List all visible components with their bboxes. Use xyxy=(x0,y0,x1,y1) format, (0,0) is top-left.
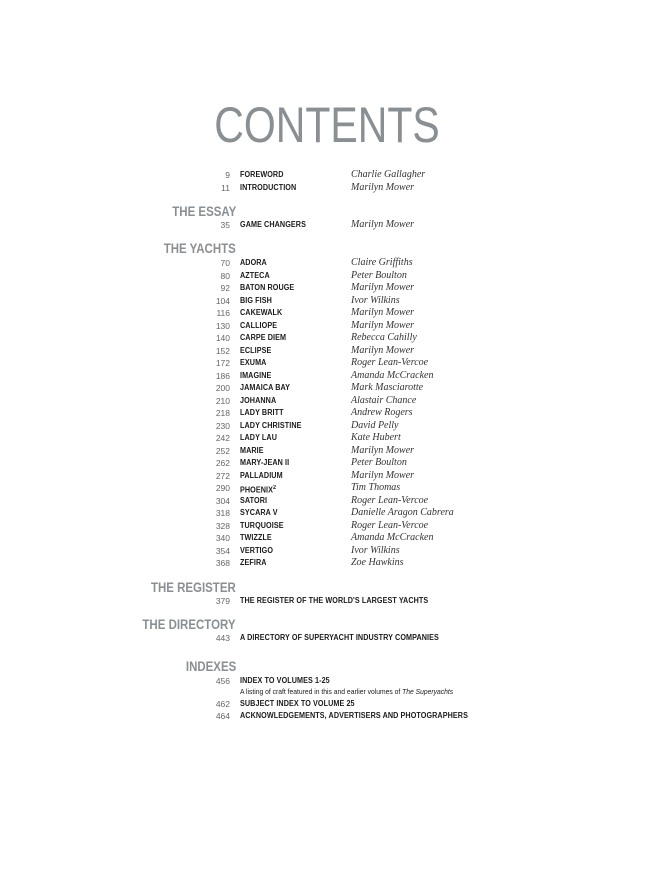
entry-author: Claire Griffiths xyxy=(351,257,413,268)
page-number: 218 xyxy=(215,408,230,418)
toc-entry[interactable] xyxy=(0,357,654,370)
toc-entry[interactable] xyxy=(0,698,654,711)
page-number: 130 xyxy=(215,320,230,331)
entry-title: FOREWORD xyxy=(240,170,284,179)
toc-entry[interactable] xyxy=(0,545,654,558)
page-number: 80 xyxy=(220,270,230,281)
section-heading-essay: THE ESSAY xyxy=(172,204,236,219)
entry-author: Mark Masciarotte xyxy=(351,382,424,393)
entry-title: ZEFIRA xyxy=(240,558,267,567)
entry-author: Rebecca Cahilly xyxy=(351,332,417,343)
page-number: 354 xyxy=(215,545,230,556)
page-number: 104 xyxy=(215,295,230,306)
entry-title: INTRODUCTION xyxy=(240,182,297,192)
toc-entry[interactable] xyxy=(0,710,654,723)
entry-title: LADY BRITT xyxy=(240,408,284,417)
toc-entry[interactable] xyxy=(0,282,654,295)
entry-author: Danielle Aragon Cabrera xyxy=(351,507,454,518)
page-number: 328 xyxy=(215,520,230,531)
toc-entry[interactable] xyxy=(0,595,654,608)
toc-entry[interactable] xyxy=(0,169,654,182)
entry-author: Roger Lean-Vercoe xyxy=(351,494,429,506)
entry-title: INDEX TO VOLUMES 1-25 xyxy=(240,676,330,685)
page-number: 116 xyxy=(216,308,230,318)
toc-entry[interactable] xyxy=(0,382,654,395)
toc-entry[interactable] xyxy=(0,420,654,433)
entry-title: JAMAICA BAY xyxy=(240,383,291,392)
page-number: 443 xyxy=(215,633,230,643)
entry-author: Marilyn Mower xyxy=(351,469,415,481)
page-number: 242 xyxy=(215,433,230,443)
entry-title: SATORI xyxy=(240,495,268,505)
toc-entry[interactable] xyxy=(0,557,654,570)
entry-author: Amanda McCracken xyxy=(351,532,434,543)
entry-author: Kate Hubert xyxy=(351,432,401,443)
entry-author: Marilyn Mower xyxy=(351,282,415,293)
page-number: 290 xyxy=(215,483,230,493)
entry-title: ACKNOWLEDGEMENTS, ADVERTISERS AND PHOTOGRAPHERS xyxy=(240,711,468,720)
page-number: 230 xyxy=(215,420,230,431)
toc-entry[interactable] xyxy=(0,257,654,270)
page-number: 272 xyxy=(215,470,230,481)
toc-entry[interactable] xyxy=(0,345,654,358)
entry-title: LADY CHRISTINE xyxy=(240,420,302,430)
toc-entry[interactable] xyxy=(0,432,654,445)
entry-title: SYCARA V xyxy=(240,508,278,517)
entry-title: SUBJECT INDEX TO VOLUME 25 xyxy=(240,699,355,708)
page-number: 462 xyxy=(215,699,230,709)
entry-title: GAME CHANGERS xyxy=(240,220,306,229)
entry-author: Peter Boulton xyxy=(351,269,407,281)
page-number: 318 xyxy=(215,508,230,518)
page-number: 200 xyxy=(215,383,230,393)
entry-author: Alastair Chance xyxy=(351,394,417,406)
toc-entry[interactable] xyxy=(0,632,654,645)
toc-entry[interactable] xyxy=(0,532,654,545)
entry-title: BATON ROUGE xyxy=(240,283,295,292)
entry-title: EXUMA xyxy=(240,358,267,367)
page-number: 210 xyxy=(215,395,230,406)
toc-entry[interactable] xyxy=(0,520,654,533)
toc-entry[interactable] xyxy=(0,370,654,383)
entry-title: LADY LAU xyxy=(240,433,277,442)
entry-author: Andrew Rogers xyxy=(351,407,413,418)
toc-entry[interactable] xyxy=(0,307,654,320)
page-number: 252 xyxy=(215,445,230,456)
entry-title: PALLADIUM xyxy=(240,470,283,480)
entry-title: ADORA xyxy=(240,258,267,267)
toc-entry[interactable] xyxy=(0,219,654,232)
page-number: 368 xyxy=(215,558,230,568)
entry-author: Marilyn Mower xyxy=(351,319,415,331)
page-number: 152 xyxy=(215,345,230,356)
toc-entry[interactable] xyxy=(0,482,654,495)
entry-title: CAKEWALK xyxy=(240,308,283,317)
superscript: 2 xyxy=(273,485,277,491)
toc-entry[interactable] xyxy=(0,407,654,420)
entry-subtitle: A listing of craft featured in this and earlier volumes of The Superyachts xyxy=(240,687,454,696)
page-number: 11 xyxy=(221,182,230,193)
page-number: 379 xyxy=(215,596,230,606)
page-number: 140 xyxy=(215,333,230,343)
entry-title: A DIRECTORY OF SUPERYACHT INDUSTRY COMPANIES xyxy=(240,633,439,642)
entry-author: Roger Lean-Vercoe xyxy=(351,519,429,531)
entry-author: Charlie Gallagher xyxy=(351,169,426,180)
page-number: 172 xyxy=(215,358,230,368)
entry-author: Zoe Hawkins xyxy=(351,557,404,568)
entry-title: BIG FISH xyxy=(240,295,272,305)
entry-title: CALLIOPE xyxy=(240,320,278,330)
entry-title: AZTECA xyxy=(240,270,270,280)
page-number: 9 xyxy=(225,170,230,180)
entry-title: IMAGINE xyxy=(240,370,272,380)
entry-title: THE REGISTER OF THE WORLD'S LARGEST YACHTS xyxy=(240,596,429,605)
page-title: CONTENTS xyxy=(214,97,440,153)
entry-title: JOHANNA xyxy=(240,395,277,405)
toc-entry[interactable] xyxy=(0,395,654,408)
entry-author: Ivor Wilkins xyxy=(351,294,400,306)
section-heading-directory: THE DIRECTORY xyxy=(142,617,236,632)
toc-entry[interactable] xyxy=(0,182,654,195)
section-heading-register: THE REGISTER xyxy=(151,580,236,595)
toc-entry[interactable] xyxy=(0,270,654,283)
toc-entry[interactable] xyxy=(0,457,654,470)
toc-entry[interactable] xyxy=(0,507,654,520)
page-number: 262 xyxy=(215,458,230,468)
entry-author: Marilyn Mower xyxy=(351,181,415,193)
entry-title: VERTIGO xyxy=(240,545,274,555)
entry-author: David Pelly xyxy=(351,419,399,431)
page-number: 456 xyxy=(215,676,230,686)
entry-author: Ivor Wilkins xyxy=(351,544,400,556)
entry-author: Marilyn Mower xyxy=(351,307,415,318)
toc-entry[interactable] xyxy=(0,470,654,483)
toc-entry[interactable] xyxy=(0,445,654,458)
section-heading-yachts: THE YACHTS xyxy=(163,241,236,256)
section-heading-indexes: INDEXES xyxy=(185,659,236,674)
entry-author: Marilyn Mower xyxy=(351,444,415,456)
entry-author: Peter Boulton xyxy=(351,457,407,468)
toc-entry[interactable] xyxy=(0,332,654,345)
page-number: 340 xyxy=(215,533,230,543)
entry-author: Tim Thomas xyxy=(351,482,401,493)
toc-entry[interactable] xyxy=(0,320,654,333)
page-number: 186 xyxy=(215,370,230,381)
toc-entry[interactable] xyxy=(0,495,654,508)
entry-author: Marilyn Mower xyxy=(351,344,415,356)
entry-title: CARPE DIEM xyxy=(240,333,287,342)
entry-author: Roger Lean-Vercoe xyxy=(351,357,429,368)
entry-title: MARY-JEAN II xyxy=(240,458,290,467)
entry-title: ECLIPSE xyxy=(240,345,272,355)
page-number: 70 xyxy=(220,258,230,268)
page-number: 304 xyxy=(215,495,230,506)
entry-title: TURQUOISE xyxy=(240,520,284,530)
entry-author: Marilyn Mower xyxy=(351,219,415,230)
page-number: 35 xyxy=(220,220,230,230)
page-number: 464 xyxy=(215,711,230,721)
entry-title: MARIE xyxy=(240,445,264,455)
entry-author: Amanda McCracken xyxy=(351,369,434,381)
toc-entry[interactable] xyxy=(0,295,654,308)
entry-title: TWIZZLE xyxy=(240,533,272,542)
entry-title: PHOENIX$^2$ xyxy=(240,485,277,495)
page-number: 92 xyxy=(220,283,230,293)
